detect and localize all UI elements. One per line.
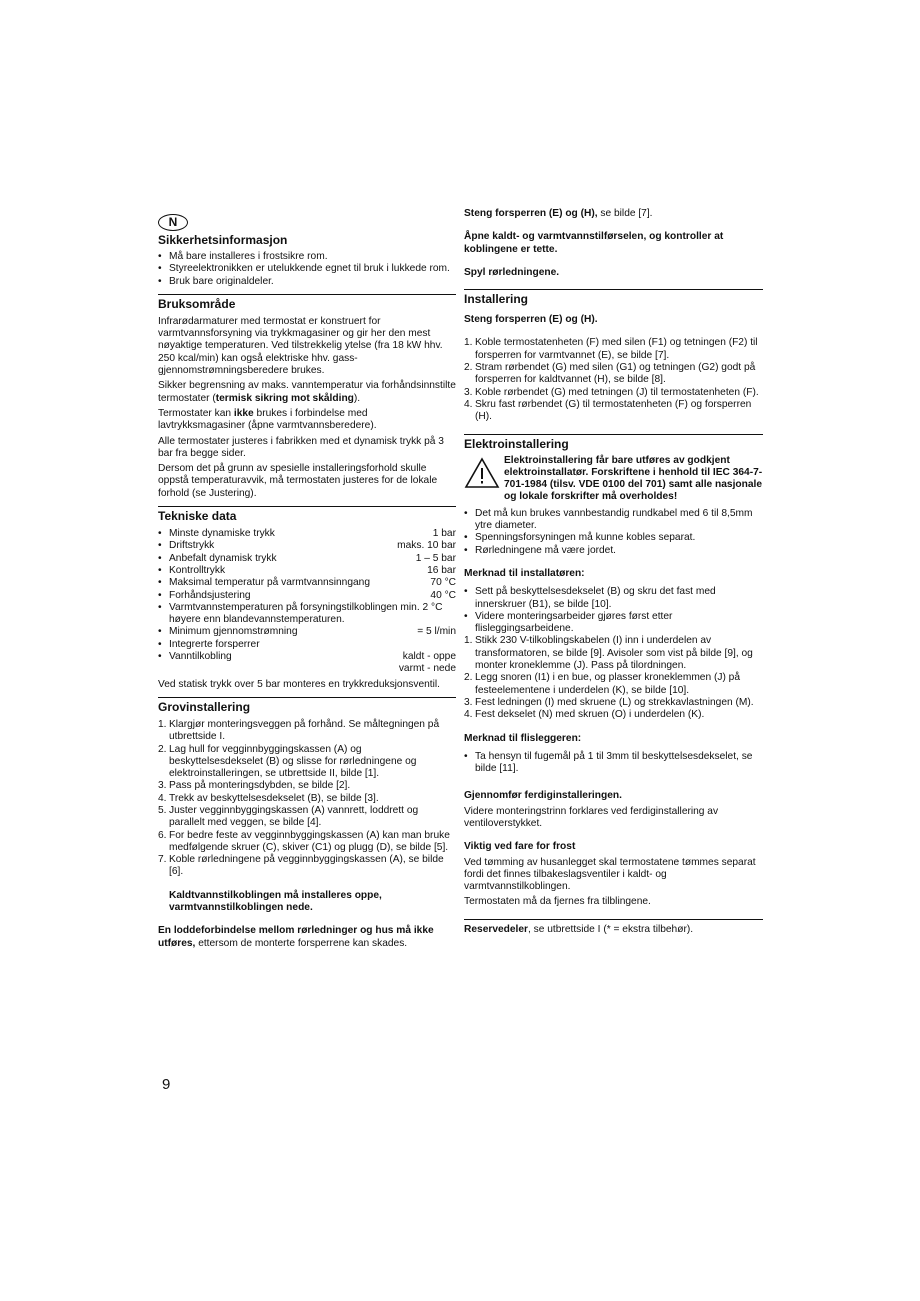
list-item: • Rørledningene må være jordet. [464, 545, 763, 557]
list-item: • Det må kun brukes vannbestandig rundkabel med 6 til 8,5mm ytre diameter. [464, 508, 763, 533]
finish-title: Gjennomfør ferdiginstalleringen. [464, 790, 622, 802]
list-item: 2. Stram rørbendet (G) med silen (G1) og tetningen (G2) godt på forsperren for kaldtvannet (H), se bilde [8]. [464, 362, 756, 386]
tech-row: • Forhåndsjustering 40 °C [158, 590, 456, 602]
installation-sub: Steng forsperren (E) og (H). [464, 314, 598, 326]
intro-paragraph: Åpne kaldt- og varmtvannstilførselen, og kontroller at koblingene er tette. [464, 231, 724, 255]
list-item: 1. Klargjør monteringsveggen på forhånd. Se måltegningen på utbrettside I. [158, 718, 440, 743]
section-rough-install [158, 697, 456, 950]
list-item: 7. Koble rørledningene på vegginnbyggingskassen (A), se bilde [6]. [158, 854, 444, 878]
list-item: 4. Trekk av beskyttelsesdekselet (B), se bilde [3]. [158, 792, 379, 804]
list-item: • Styreelektronikken er utelukkende egnet til bruk i lukkede rom. [158, 263, 456, 275]
list-item: 2. Legg snoren (I1) i en bue, og plasser kroneklemmen (J) på festeelementene i underdelen (K), se bilde [10]. [464, 672, 741, 696]
warning-icon [464, 455, 504, 504]
tech-row: • Maksimal temperatur på varmtvannsinngang 70 °C [158, 577, 456, 589]
left-column [158, 208, 456, 953]
usage-paragraph: Infrarødarmaturer med termostat er konstruert for varmtvannsforsyning via trykkmagasiner og gir her den mest nøyaktige temperaturen. Ved tilstrekkelig ytelse (fra 18 kW hhv. 250 kcal/min) kan også elektriske hhv. gass-gjennomstrømningsberedere brukes. [158, 315, 443, 377]
list-item: • Spenningsforsyningen må kunne kobles separat. [464, 532, 763, 544]
list-item: • Ta hensyn til fugemål på 1 til 3mm til beskyttelsesdekselet, se bilde [11]. [464, 751, 763, 776]
list-item: • Må bare installeres i frostsikre rom. [158, 251, 456, 263]
list-item: 4. Skru fast rørbendet (G) til termostatenheten (F) og forsperren (H). [464, 398, 752, 423]
tech-row: • Kontrolltrykk 16 bar [158, 565, 456, 577]
solder-note: En loddeforbindelse mellom rørledninger og hus må ikke utføres, ettersom de monterte forsperrene kan skades. [158, 925, 434, 949]
language-badge: N [158, 214, 188, 231]
finish-text: Videre monteringstrinn forklares ved ferdiginstallering av ventiloverstykket. [464, 805, 719, 829]
frost-text: Ved tømming av husanlegget skal termostatene tømmes separat fordi det finnes tilbakeslagsventiler i kaldt- og varmtvannstilkoblingen. [464, 856, 756, 893]
section-tech-data [158, 506, 456, 691]
tech-note: Ved statisk trykk over 5 bar monteres en trykkreduksjonsventil. [158, 678, 440, 690]
tech-row: • Minste dynamiske trykk 1 bar [158, 528, 456, 540]
warning-text: Elektroinstallering får bare utføres av godkjent elektroinstallatør. Forskriftene i henhold til IEC 364-7-701-1984 (tilsv. VDE 0100 del 701) samt alle nasjonale og lokale forskrifter må overholdes! [504, 454, 763, 503]
warning-block [464, 455, 763, 504]
intro-paragraph: Spyl rørledningene. [464, 266, 560, 278]
installer-note-title: Merknad til installatøren: [464, 567, 585, 579]
section-installation [464, 289, 763, 423]
tiler-note-title: Merknad til flisleggeren: [464, 732, 582, 744]
tech-row: • Anbefalt dynamisk trykk 1 – 5 bar [158, 553, 456, 565]
list-item: 3. Koble rørbendet (G) med tetningen (J) til termostatenheten (F). [464, 386, 759, 398]
right-column [464, 208, 763, 939]
usage-paragraph: Alle termostater justeres i fabrikken med et dynamisk trykk på 3 bar fra begge sider. [158, 435, 444, 459]
heading-rough-install: Grovinstallering [158, 699, 251, 714]
frost-text: Termostaten må da fjernes fra tilblingene. [464, 896, 651, 908]
cold-hot-note: Kaldtvannstilkoblingen må installeres oppe, varmtvannstilkoblingen nede. [169, 889, 382, 914]
tech-row: • Minimum gjennomstrømning = 5 l/min [158, 626, 456, 638]
tech-row-extra: varmt - nede [398, 663, 456, 675]
tech-row: • Integrerte forsperrer [158, 639, 456, 651]
spare-parts-note: Reservedeler, se utbrettside I (* = ekstra tilbehør). [464, 923, 694, 935]
list-item: • Sett på beskyttelsesdekselet (B) og skru det fast med innerskruer (B1), se bilde [10]. [464, 586, 763, 611]
list-item: 5. Juster vegginnbyggingskassen (A) vannrett, loddrett og parallelt med veggen, se bilde [4]. [158, 804, 419, 829]
list-item: 6. For bedre feste av vegginnbyggingskassen (A) kan man bruke medfølgende skruer (C), skiver (C1) og plugg (D), se bilde [5]. [158, 829, 450, 853]
list-item: 3. Pass på monteringsdybden, se bilde [2]. [158, 780, 351, 792]
usage-paragraph: Dersom det på grunn av spesielle installeringsforhold skulle oppstå temperaturavvik, må termostaten justeres for de lokale forhold (se Justering). [158, 463, 438, 499]
intro-paragraph: Steng forsperren (E) og (H), se bilde [7]. [464, 208, 653, 219]
section-safety [158, 233, 456, 288]
tech-row: • Vanntilkobling kaldt - oppe [158, 651, 456, 663]
list-item: • Videre monteringsarbeider gjøres først etter flisleggingsarbeidene. [464, 611, 763, 636]
list-item: 4. Fest dekselet (N) med skruen (O) i underdelen (K). [464, 709, 705, 721]
tech-row: • Driftstrykk maks. 10 bar [158, 540, 456, 552]
list-item: 3. Fest ledningen (I) med skruene (L) og strekkavlastningen (M). [464, 696, 754, 708]
section-spare-parts [464, 919, 763, 936]
section-usage [158, 294, 456, 500]
frost-title: Viktig ved fare for frost [464, 841, 576, 853]
list-item: 1. Koble termostatenheten (F) med silen (F1) og tetningen (F2) til forsperren for varmtvannet (E), se bilde [7]. [464, 337, 758, 361]
list-item: • Bruk bare originaldeler. [158, 276, 456, 288]
list-item: 2. Lag hull for vegginnbyggingskassen (A) og beskyttelsesdekselet (B) og slisse for rørledningene og elektroinstalleringen, se utbrettside II, bilde [1]. [158, 743, 417, 780]
heading-usage: Bruksområde [158, 296, 236, 311]
page-number: 9 [162, 1076, 171, 1093]
list-item: 1. Stikk 230 V-tilkoblingskabelen (I) inn i underdelen av transformatoren, se bilde [9]. Avisoler som vist på bilde [9], og monter kroneklemme (J). Pass på tilordningen. [464, 635, 753, 672]
usage-paragraph: Sikker begrensning av maks. vanntemperatur via forhåndsinnstilte termostater (termisk sikring mot skålding). [158, 380, 456, 404]
heading-safety: Sikkerhetsinformasjon [158, 233, 288, 247]
tech-row: • Varmtvannstemperaturen på forsyningstilkoblingen min. 2 °C høyere enn blandevannstemperaturen. [158, 602, 456, 627]
usage-paragraph: Termostater kan ikke brukes i forbindelse med lavtrykksmagasiner (åpne varmtvannsberedere). [158, 407, 377, 432]
heading-electro: Elektroinstallering [464, 436, 569, 451]
section-electro [464, 434, 763, 909]
heading-tech-data: Tekniske data [158, 509, 237, 524]
heading-installation: Installering [464, 292, 529, 307]
